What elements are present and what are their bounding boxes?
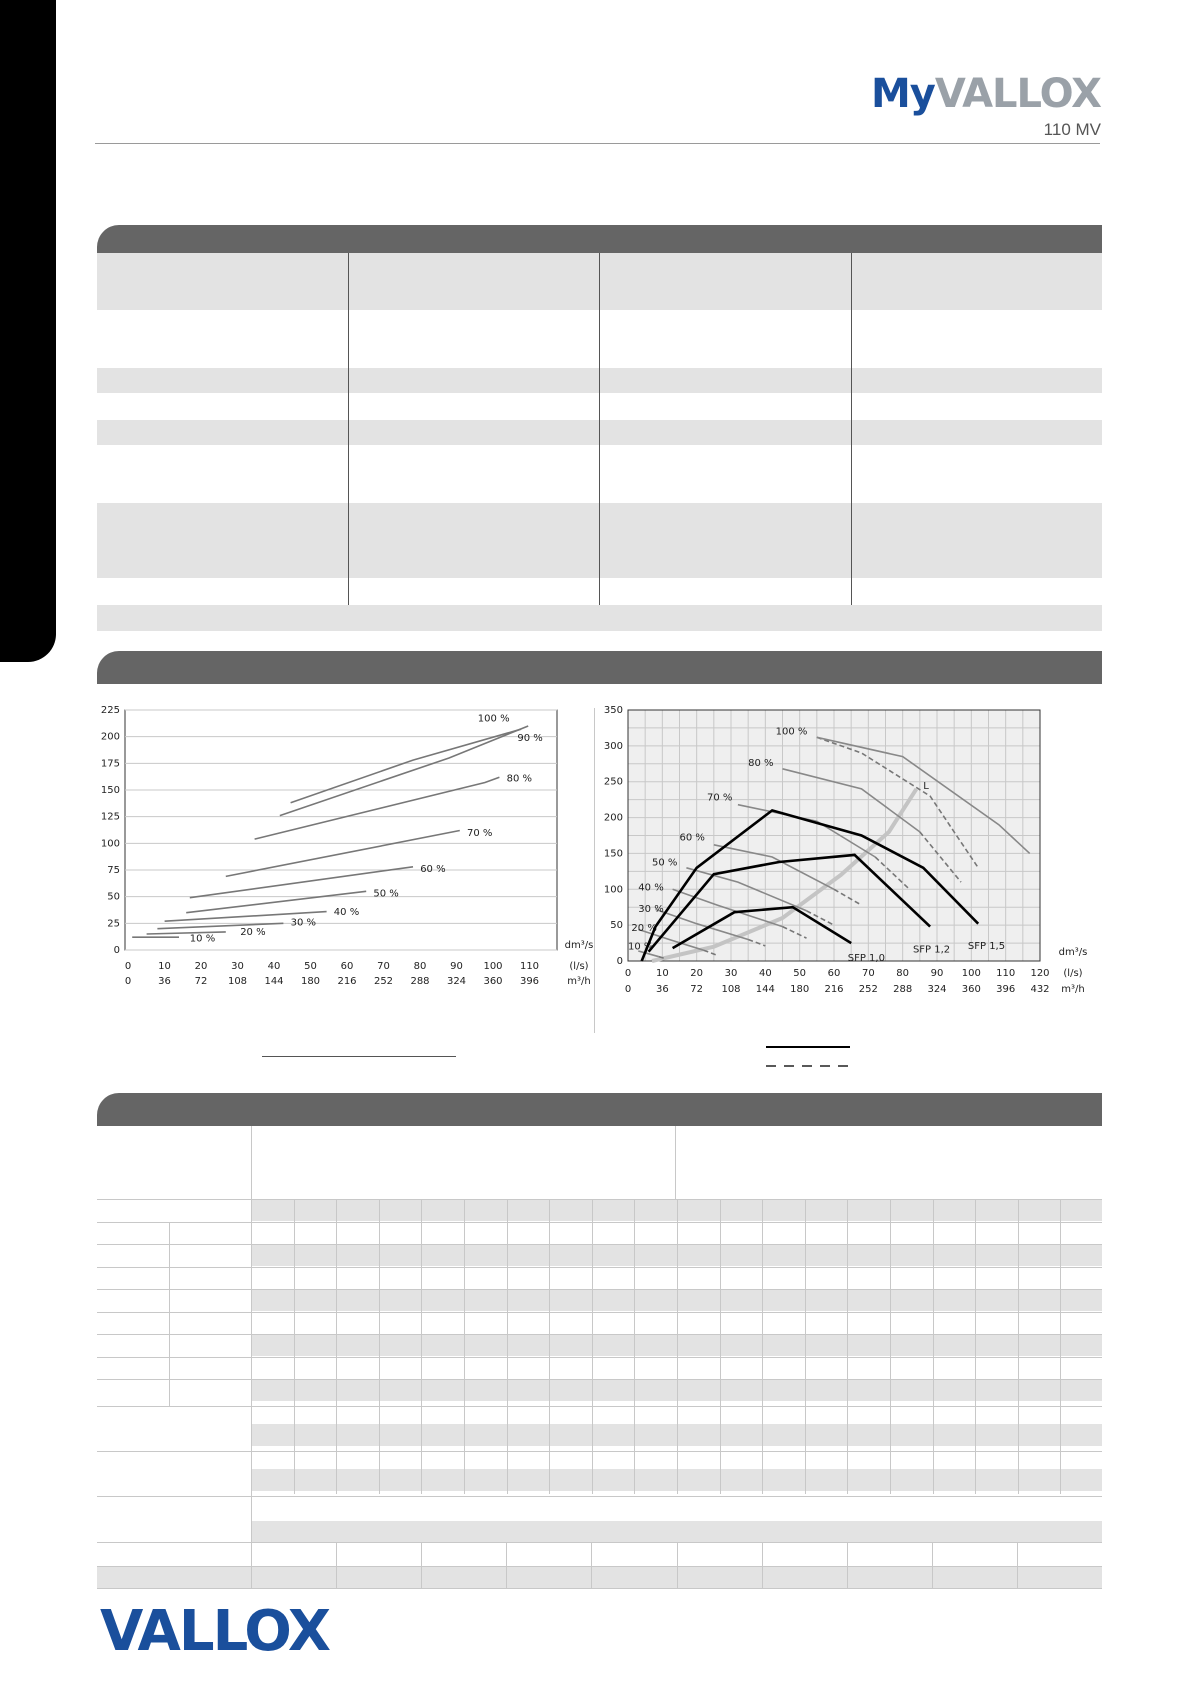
x-tick-label-m3h: 36: [655, 984, 669, 995]
x-tick-label: 110: [996, 968, 1016, 979]
x-tick-label: 30: [724, 968, 738, 979]
sfp-label: SFP 1,0: [847, 953, 885, 964]
y-tick-label: 350: [603, 705, 623, 716]
x-tick-label: 110: [519, 961, 540, 972]
unit-label: m³/h: [1061, 984, 1085, 995]
chart-divider: [594, 708, 595, 1033]
grid-row-divider: [97, 1406, 1102, 1407]
x-tick-label: 50: [304, 961, 317, 972]
x-tick-label-m3h: 180: [300, 976, 321, 987]
y-tick-label: 175: [100, 758, 120, 770]
column-divider: [348, 253, 349, 605]
fan-curve-label: 60 %: [679, 832, 705, 844]
fan-curve-label: 80 %: [748, 757, 774, 769]
x-tick-label: 80: [413, 961, 427, 972]
x-tick-label: 70: [861, 968, 875, 979]
fan-curve-label: 10 %: [628, 941, 654, 953]
grid-row-divider: [97, 1289, 1102, 1290]
unit-label: m³/h: [567, 976, 591, 987]
grid-row-divider: [97, 1496, 1102, 1497]
spec-row: [97, 605, 1102, 631]
x-tick-label: 100: [483, 961, 503, 972]
unit-label: (l/s): [569, 961, 589, 972]
x-tick-label: 0: [124, 961, 132, 972]
x-tick-label-m3h: 108: [227, 976, 248, 987]
grid-column-divider: [1017, 1542, 1018, 1588]
unit-label: dm³/s: [564, 940, 594, 951]
section-header-data: [97, 1093, 1102, 1126]
grid-column-divider: [677, 1542, 678, 1588]
x-tick-label-m3h: 360: [961, 984, 981, 995]
grid-row-divider: [97, 1566, 1102, 1567]
grid-row-divider: [97, 1199, 1102, 1200]
y-tick-label: 0: [616, 956, 623, 967]
y-tick-label: 150: [100, 785, 120, 796]
x-tick-label-m3h: 288: [893, 984, 913, 995]
column-divider: [599, 253, 600, 605]
y-tick-label: 50: [107, 891, 120, 903]
y-tick-label: 225: [100, 705, 120, 716]
x-tick-label: 40: [267, 961, 281, 972]
grid-row-divider: [97, 1312, 1102, 1313]
x-tick-label-m3h: 216: [824, 984, 844, 995]
brand-prefix: My: [870, 71, 935, 117]
fan-performance-chart: [595, 700, 1105, 1020]
series-label: 10 %: [189, 933, 216, 945]
fan-curve-label: 70 %: [706, 792, 733, 804]
grid-column-divider: [506, 1542, 507, 1588]
footer-logo: VALLOX: [100, 1599, 330, 1664]
fan-curve-label: 100 %: [775, 726, 808, 738]
fan-curve-label: 30 %: [638, 904, 664, 916]
series-label: 80 %: [506, 773, 533, 785]
data-grid: [97, 1126, 1102, 1550]
y-tick-label: 75: [107, 865, 120, 876]
x-tick-label-m3h: 252: [858, 984, 878, 995]
grid-column-divider: [932, 1542, 933, 1588]
x-tick-label: 120: [1030, 968, 1050, 979]
y-tick-label: 50: [610, 920, 623, 932]
system-curve-label: L: [923, 780, 929, 792]
x-tick-label: 60: [340, 961, 354, 972]
grid-row-divider: [97, 1244, 1102, 1245]
legend-solid-line: [766, 1046, 850, 1048]
y-tick-label: 200: [100, 731, 120, 743]
grid-column-divider: [675, 1126, 676, 1199]
x-tick-label: 90: [450, 961, 463, 972]
grid-row-divider: [97, 1267, 1102, 1268]
grid-column-divider: [762, 1542, 763, 1588]
x-tick-label-m3h: 36: [158, 976, 171, 987]
x-tick-label: 60: [827, 968, 841, 979]
series-label: 40 %: [333, 906, 360, 918]
series-label: 60 %: [420, 864, 446, 876]
x-tick-label-m3h: 252: [373, 976, 394, 987]
brand-wordmark: [870, 71, 1101, 117]
x-tick-label: 10: [158, 961, 171, 972]
y-tick-label: 0: [113, 945, 120, 956]
unit-label: dm³/s: [1058, 947, 1088, 958]
model-name: 110 MV: [1043, 120, 1101, 139]
series-label: 20 %: [240, 927, 266, 939]
x-tick-label-m3h: 72: [690, 984, 704, 995]
legend-dashed-line: [766, 1064, 852, 1068]
brand-logo: [870, 71, 1101, 140]
airflow-chart: [95, 700, 595, 1020]
sfp-label: SFP 1,2: [912, 944, 951, 956]
header-divider: [95, 143, 1100, 144]
x-tick-label-m3h: 324: [927, 984, 947, 995]
x-tick-label-m3h: 144: [755, 984, 775, 995]
x-tick-label-m3h: 432: [1030, 984, 1050, 995]
series-label: 70 %: [467, 827, 493, 839]
y-tick-label: 25: [107, 918, 120, 930]
brand-name: VALLOX: [934, 71, 1101, 117]
x-tick-label: 20: [690, 968, 704, 979]
grid-row-divider: [97, 1451, 1102, 1452]
x-tick-label-m3h: 180: [790, 984, 810, 995]
x-tick-label: 0: [624, 968, 632, 979]
x-tick-label: 50: [793, 968, 807, 979]
grid-row-stripe: [251, 1521, 1102, 1543]
x-tick-label: 100: [961, 968, 981, 979]
x-tick-label-m3h: 216: [337, 976, 357, 987]
x-tick-label: 20: [194, 961, 208, 972]
x-tick-label-m3h: 144: [264, 976, 284, 987]
y-tick-label: 100: [100, 838, 120, 850]
y-tick-label: 250: [603, 776, 623, 788]
x-tick-label-m3h: 360: [483, 976, 503, 987]
x-tick-label-m3h: 108: [721, 984, 741, 995]
x-tick-label: 10: [655, 968, 669, 979]
series-label: 50 %: [373, 888, 399, 900]
unit-label: (l/s): [1063, 968, 1083, 979]
column-divider: [851, 253, 852, 605]
x-tick-label-m3h: 0: [124, 976, 132, 987]
fan-curve-label: 20 %: [631, 922, 657, 934]
x-tick-label-m3h: 396: [519, 976, 540, 987]
fan-curve-label: 50 %: [652, 857, 678, 869]
sfp-label: SFP 1,5: [967, 940, 1006, 952]
series-label: 90 %: [517, 732, 543, 744]
grid-row-label: [97, 1199, 251, 1221]
x-tick-label: 90: [930, 968, 944, 979]
grid-column-divider: [591, 1542, 592, 1588]
x-tick-label-m3h: 288: [410, 976, 430, 987]
grid-row-divider: [97, 1542, 1102, 1543]
grid-row-divider: [97, 1588, 1102, 1589]
series-label: 100 %: [477, 713, 510, 725]
grid-row-divider: [97, 1379, 1102, 1380]
grid-row-divider: [97, 1357, 1102, 1358]
x-tick-label-m3h: 324: [446, 976, 467, 987]
section-side-tab: [0, 0, 56, 662]
x-tick-label-m3h: 72: [194, 976, 208, 987]
fan-curve-label: 40 %: [638, 882, 664, 894]
x-tick-label: 70: [377, 961, 390, 972]
grid-column-divider: [847, 1542, 848, 1588]
section-header-charts: [97, 651, 1102, 684]
series-label: 30 %: [290, 917, 317, 929]
grid-row-stripe: [97, 1566, 1102, 1588]
y-tick-label: 150: [603, 848, 623, 860]
spec-table: [97, 253, 1102, 635]
x-tick-label: 40: [758, 968, 772, 979]
y-tick-label: 200: [603, 812, 623, 824]
legend-line-left: [262, 1056, 456, 1057]
y-tick-label: 100: [603, 884, 623, 896]
y-tick-label: 125: [100, 811, 120, 823]
x-tick-label-m3h: 396: [996, 984, 1016, 995]
grid-column-divider: [421, 1542, 422, 1588]
grid-row-divider: [97, 1222, 1102, 1223]
x-tick-label-m3h: 0: [624, 984, 632, 995]
grid-column-divider: [336, 1542, 337, 1588]
section-header-specs: [97, 225, 1102, 253]
grid-row-divider: [97, 1334, 1102, 1335]
x-tick-label: 30: [231, 961, 244, 972]
x-tick-label: 80: [896, 968, 910, 979]
y-tick-label: 300: [603, 740, 623, 752]
